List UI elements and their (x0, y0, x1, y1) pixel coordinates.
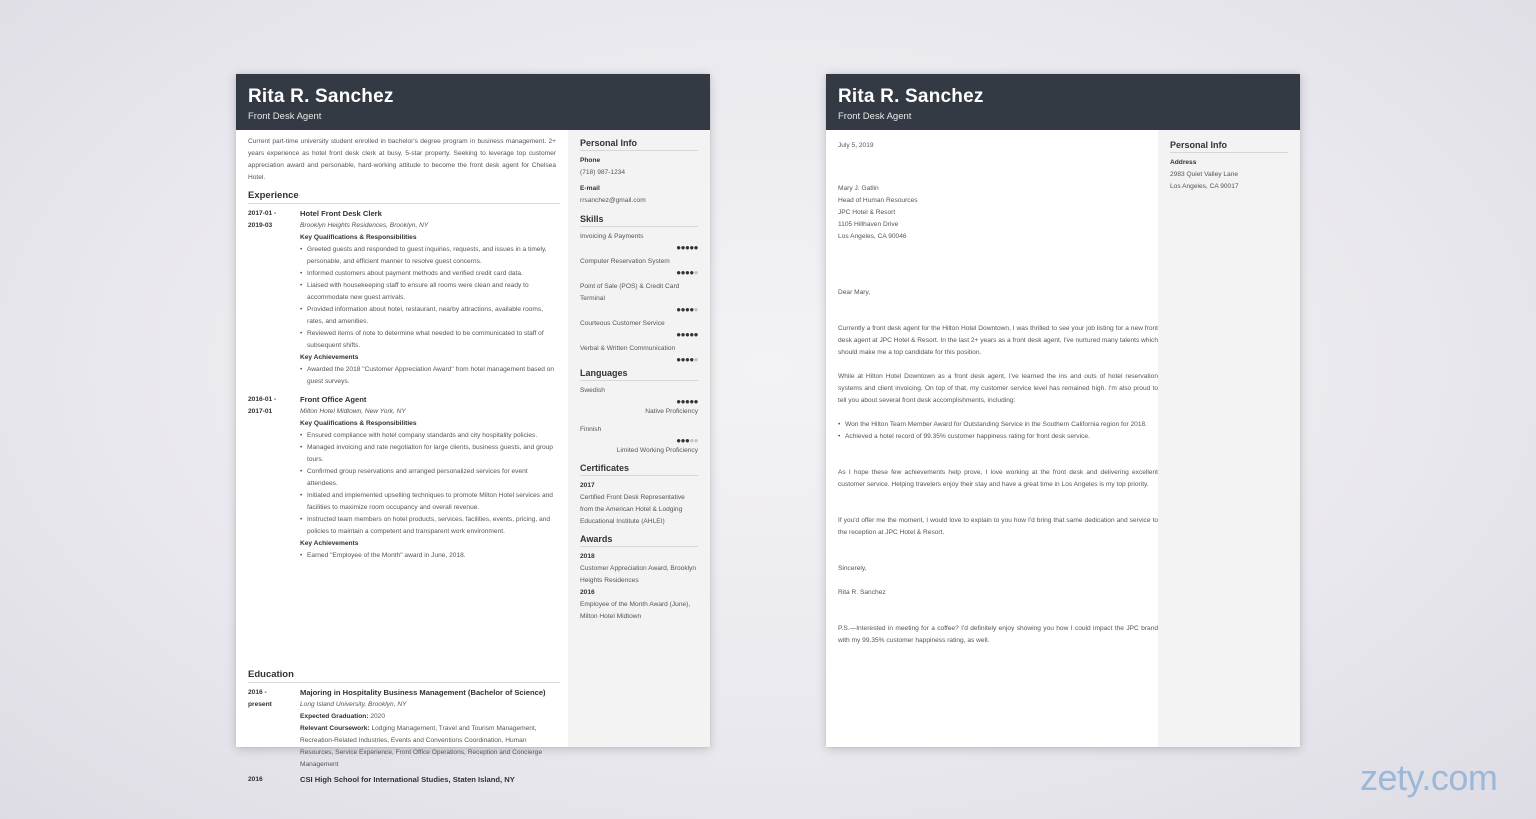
personal-info-heading: Personal Info (580, 138, 698, 151)
rating-dot-filled: ● (684, 305, 690, 314)
rating-dot-filled: ● (680, 330, 685, 339)
responsibility-item: • Greeted guests and responded to guest inquiries, requests, and issues in a timely, personable, and efficient manner to resolve guest concerns. (307, 244, 560, 268)
skill-name: Courteous Customer Service (580, 320, 665, 327)
responsibility-item: • Informed customers about payment methods and verified credit card data. (307, 268, 560, 280)
responsibilities-label: Key Qualifications & Responsibilities (300, 234, 417, 241)
skill-rating (580, 305, 698, 314)
zety-logo: zety.com (1360, 757, 1498, 798)
skill-name: Computer Reservation System (580, 258, 670, 265)
recipient-line: Head of Human Resources (838, 197, 918, 204)
language-item (580, 424, 698, 457)
certificate-entry (580, 480, 698, 528)
responsibility-item: • Provided information about hotel, restaurant, nearby attractions, available rooms, rates, and amenities. (307, 304, 560, 328)
languages-heading: Languages (580, 368, 698, 381)
letter-bullet: • Won the Hilton Team Member Award for Outstanding Service in the Southern California region for 2018. (845, 419, 1158, 431)
skill-name: Verbal & Written Communication (580, 345, 676, 352)
rating-dot-filled: ● (693, 397, 698, 406)
achievements-list (300, 364, 560, 388)
award-year: 2018 (580, 553, 595, 560)
award-year: 2016 (580, 589, 595, 596)
responsibility-item: • Confirmed group reservations and arranged personalized services for event attendees. (307, 466, 560, 490)
letter-sidebar-content (1170, 140, 1288, 193)
email-label: E-mail (580, 185, 600, 192)
rating-dot-filled: ● (680, 243, 685, 252)
rating-dot-empty: ● (693, 436, 698, 445)
rating-dot-empty: ● (693, 305, 698, 314)
rating-dot-filled: ● (680, 397, 685, 406)
award-entry (580, 551, 698, 587)
responsibility-item: • Reviewed items of note to determine what needed to be communicated to staff of subsequent shifts. (307, 328, 560, 352)
resume-sidebar (568, 130, 710, 747)
achievement-item: • Earned "Employee of the Month" award in June, 2018. (307, 550, 560, 562)
language-proficiency: Native Proficiency (645, 408, 698, 415)
rating-dot-empty: ● (689, 436, 694, 445)
rating-dot-filled: ● (680, 355, 685, 364)
rating-dot-filled: ● (689, 243, 694, 252)
rating-dot-filled: ● (676, 355, 681, 364)
certificate-text: Certified Front Desk Representative from the American Hotel & Lodging Educational Institute (AHLEI) (580, 494, 685, 525)
language-name: Finnish (580, 426, 602, 433)
award-entry (580, 587, 698, 623)
responsibilities-label: Key Qualifications & Responsibilities (300, 420, 417, 427)
education-school: Long Island University, Brooklyn, NY (300, 701, 407, 708)
responsibilities-list (300, 430, 560, 538)
rating-dot-filled: ● (689, 355, 694, 364)
coursework-label: Relevant Coursework: (300, 725, 370, 732)
coursework-value: Lodging Management, Travel and Tourism Management, Recreation-Related Industries, Events and Conventions Coordination, Human Resources, Service Experience, Front Office Operations, Reception and Concierge Management (300, 725, 543, 768)
awards-heading: Awards (580, 534, 698, 547)
rating-dot-filled: ● (684, 243, 690, 252)
letter-header (826, 74, 1300, 130)
experience-date-end: 2019-03 (248, 222, 273, 229)
rating-dot-filled: ● (676, 268, 681, 277)
award-text: Employee of the Month Award (June), Milton Hotel Midtown (580, 601, 691, 620)
education-date-end: present (248, 701, 272, 708)
letter-closing: Sincerely, (838, 565, 867, 572)
resume-main-column (236, 130, 568, 784)
experience-heading: Experience (248, 190, 560, 204)
sidebar-content (580, 138, 698, 623)
letter-paragraph-4: If you'd offer me the moment, I would love to explain to you how I'd bring that same dedication and service to the reception at JPC Hotel & Resort. (838, 517, 1158, 536)
rating-dot-filled: ● (684, 355, 690, 364)
skill-item (580, 256, 698, 277)
responsibility-item: • Initiated and implemented upselling techniques to promote Milton Hotel services and facilities to maximize room occupancy and overall revenue. (307, 490, 560, 514)
skill-rating (580, 355, 698, 364)
address-line-1: 2983 Quiet Valley Lane (1170, 171, 1239, 178)
language-rating (580, 397, 698, 406)
responsibility-item: • Managed invoicing and rate negotiation for large clients, business guests, and group tours. (307, 442, 560, 466)
rating-dot-filled: ● (676, 305, 681, 314)
experience-date-start: 2017-01 - (248, 210, 277, 217)
letter-greeting: Dear Mary, (838, 289, 871, 296)
responsibility-item: • Ensured compliance with hotel company standards and city hospitality policies. (307, 430, 560, 442)
resume-name: Rita R. Sanchez (248, 86, 394, 107)
rating-dot-filled: ● (684, 330, 690, 339)
responsibility-item: • Liaised with housekeeping staff to ensure all rooms were clean and ready to accommodate new guest arrivals. (307, 280, 560, 304)
achievements-list (300, 550, 560, 562)
letter-sidebar (1158, 130, 1300, 747)
resume-summary: Current part-time university student enrolled in bachelor's degree program in business management. 2+ years experience as hotel front desk clerk at busy, 5-star property. Seeking to leverage top customer appreciation award and personable, hard-working attitude to become the front desk agent for Chelsea Hotel. (248, 138, 556, 181)
letter-recipient (838, 183, 1158, 243)
letter-personal-info-heading: Personal Info (1170, 140, 1288, 153)
skill-rating (580, 268, 698, 277)
skill-name: Point of Sale (POS) & Credit Card Terminal (580, 283, 680, 302)
letter-paragraph-1: Currently a front desk agent for the Hilton Hotel Downtown, I was thrilled to see your job listing for a new front desk agent at JPC Hotel & Resort. In the last 2+ years as a front desk agent, I've nurtured many talents which should make me a top candidate for this position. (838, 325, 1158, 356)
letter-paragraph-3: As I hope these few achievements help prove, I love working at the front desk and delivering excellent customer service. Helping travelers enjoy their stay and have a great time in Los Angeles is my top priority. (838, 469, 1158, 488)
education-heading: Education (248, 669, 560, 683)
rating-dot-filled: ● (684, 436, 690, 445)
rating-dot-filled: ● (693, 243, 698, 252)
resume-header (236, 74, 710, 130)
experience-role: Front Office Agent (300, 395, 367, 404)
rating-dot-empty: ● (693, 268, 698, 277)
letter-name: Rita R. Sanchez (838, 86, 984, 107)
education-degree: Majoring in Hospitality Business Management (Bachelor of Science) (300, 688, 546, 697)
rating-dot-filled: ● (676, 436, 681, 445)
achievements-label: Key Achievements (300, 540, 359, 547)
certificates-heading: Certificates (580, 463, 698, 476)
letter-signature: Rita R. Sanchez (838, 589, 886, 596)
award-text: Customer Appreciation Award, Brooklyn Heights Residences (580, 565, 697, 584)
recipient-line: Los Angeles, CA 90046 (838, 233, 907, 240)
phone-label: Phone (580, 157, 601, 164)
rating-dot-filled: ● (676, 243, 681, 252)
skill-item (580, 231, 698, 252)
letter-job-title: Front Desk Agent (838, 111, 912, 122)
language-proficiency: Limited Working Proficiency (616, 447, 698, 454)
recipient-line: JPC Hotel & Resort (838, 209, 896, 216)
education-date (248, 687, 292, 711)
skills-list (580, 231, 698, 364)
rating-dot-filled: ● (684, 397, 690, 406)
experience-date-start: 2016-01 - (248, 396, 277, 403)
rating-dot-filled: ● (680, 305, 685, 314)
experience-list (248, 208, 560, 562)
rating-dot-filled: ● (684, 268, 690, 277)
letter-body (826, 130, 1158, 747)
rating-dot-filled: ● (689, 268, 694, 277)
language-rating (580, 436, 698, 445)
certificate-year: 2017 (580, 482, 595, 489)
recipient-line: Mary J. Gatlin (838, 185, 879, 192)
rating-dot-filled: ● (680, 268, 685, 277)
achievements-label: Key Achievements (300, 354, 359, 361)
rating-dot-filled: ● (680, 436, 685, 445)
resume-job-title: Front Desk Agent (248, 111, 322, 122)
phone-value: (718) 987-1234 (580, 169, 626, 176)
skill-item (580, 343, 698, 364)
email-value: rrsanchez@gmail.com (580, 197, 646, 204)
experience-date-end: 2017-01 (248, 408, 273, 415)
letter-postscript: P.S.—Interested in meeting for a coffee? I'd definitely enjoy showing you how I could impact the JPC brand with my 99.35% customer happiness rating, as well. (838, 625, 1158, 644)
education-coursework (300, 723, 560, 771)
education-date-start: 2016 (248, 776, 263, 783)
skill-item (580, 318, 698, 339)
experience-company: Brooklyn Heights Residences, Brooklyn, NY (300, 222, 429, 229)
rating-dot-filled: ● (676, 397, 681, 406)
graduation-value: 2020 (368, 713, 386, 720)
experience-date (248, 208, 292, 232)
responsibilities-list (300, 244, 560, 352)
education-degree: CSI High School for International Studies, Staten Island, NY (300, 775, 515, 784)
address-label: Address (1170, 159, 1197, 166)
skill-rating (580, 243, 698, 252)
letter-bullet: • Achieved a hotel record of 99.35% customer happiness rating for front desk service. (845, 431, 1158, 443)
graduation-label: Expected Graduation: (300, 713, 369, 720)
experience-entry (248, 394, 560, 562)
letter-bullets (838, 419, 1158, 443)
cover-letter-page (826, 74, 1300, 747)
rating-dot-filled: ● (689, 397, 694, 406)
experience-company: Milton Hotel Midtown, New York, NY (300, 408, 406, 415)
skill-item (580, 281, 698, 314)
language-item (580, 385, 698, 418)
recipient-line: 1105 Hillhaven Drive (838, 221, 899, 228)
achievement-item: • Awarded the 2018 "Customer Appreciation Award" from hotel management based on guest surveys. (307, 364, 560, 388)
education-section (248, 669, 560, 789)
experience-entry (248, 208, 560, 388)
skill-name: Invoicing & Payments (580, 233, 644, 240)
education-graduation (300, 711, 560, 723)
resume-page (236, 74, 710, 784)
experience-body (300, 394, 560, 562)
language-name: Swedish (580, 387, 605, 394)
rating-dot-filled: ● (689, 305, 694, 314)
experience-section (248, 190, 560, 568)
responsibility-item: • Instructed team members on hotel products, services, facilities, events, pricing, and policies to maintain a competent and transparent work environment. (307, 514, 560, 538)
skill-rating (580, 330, 698, 339)
letter-date: July 5, 2019 (838, 142, 874, 149)
education-date-start: 2016 - (248, 689, 267, 696)
rating-dot-filled: ● (693, 330, 698, 339)
experience-role: Hotel Front Desk Clerk (300, 209, 382, 218)
education-entry (248, 774, 560, 786)
letter-paragraph-2: While at Hilton Hotel Downtown as a front desk agent, I've learned the ins and outs of hotel reservation systems and client invoicing. On top of that, my customer service level has remained high. I'm also proud to tell you about several front desk accomplishments, including: (838, 373, 1158, 404)
languages-list (580, 385, 698, 457)
rating-dot-filled: ● (689, 330, 694, 339)
experience-date (248, 394, 292, 418)
experience-body (300, 208, 560, 388)
address-line-2: Los Angeles, CA 90017 (1170, 183, 1239, 190)
education-entry (248, 687, 560, 771)
skills-heading: Skills (580, 214, 698, 227)
rating-dot-empty: ● (693, 355, 698, 364)
rating-dot-filled: ● (676, 330, 681, 339)
education-date (248, 774, 292, 786)
